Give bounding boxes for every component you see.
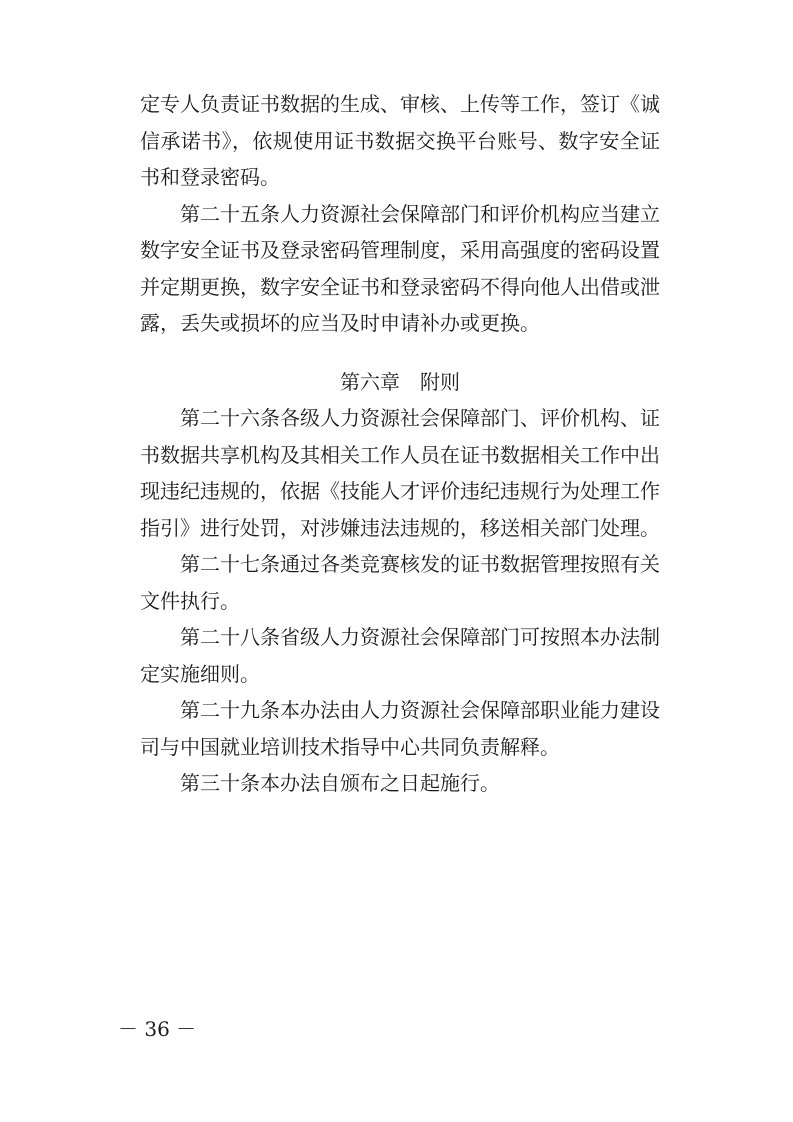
page-number: － 36 － [118,1017,197,1041]
paragraph-continuation: 定专人负责证书数据的生成、审核、上传等工作，签订《诚信承诺书》，依规使用证书数据交换平台账号、数字安全证书和登录密码。 [140,92,660,189]
article-29: 第二十九条本办法由人力资源社会保障部职业能力建设司与中国就业培训技术指导中心共同负责解释。 [140,698,660,759]
document-body [140,86,660,802]
article-30: 第三十条本办法自颁布之日起施行。 [180,771,500,795]
chapter-heading: 第六章 附则 [340,369,460,394]
section-continued [140,86,660,342]
article-26: 第二十六条各级人力资源社会保障部门、评价机构、证书数据共享机构及其相关工作人员在证书数据相关工作中出现违纪违规的，依据《技能人才评价违纪违规行为处理工作指引》进行处罚，对涉嫌违法违规的，移送相关部门处理。 [140,406,660,540]
article-28: 第二十八条省级人力资源社会保障部门可按照本办法制定实施细则。 [140,625,660,686]
article-27: 第二十七条通过各类竞赛核发的证书数据管理按照有关文件执行。 [140,552,660,613]
chapter-six-body [140,400,660,802]
article-25: 第二十五条人力资源社会保障部门和评价机构应当建立数字安全证书及登录密码管理制度，采用高强度的密码设置并定期更换，数字安全证书和登录密码不得向他人出借或泄露，丢失或损坏的应当及时申请补办或更换。 [140,201,660,335]
